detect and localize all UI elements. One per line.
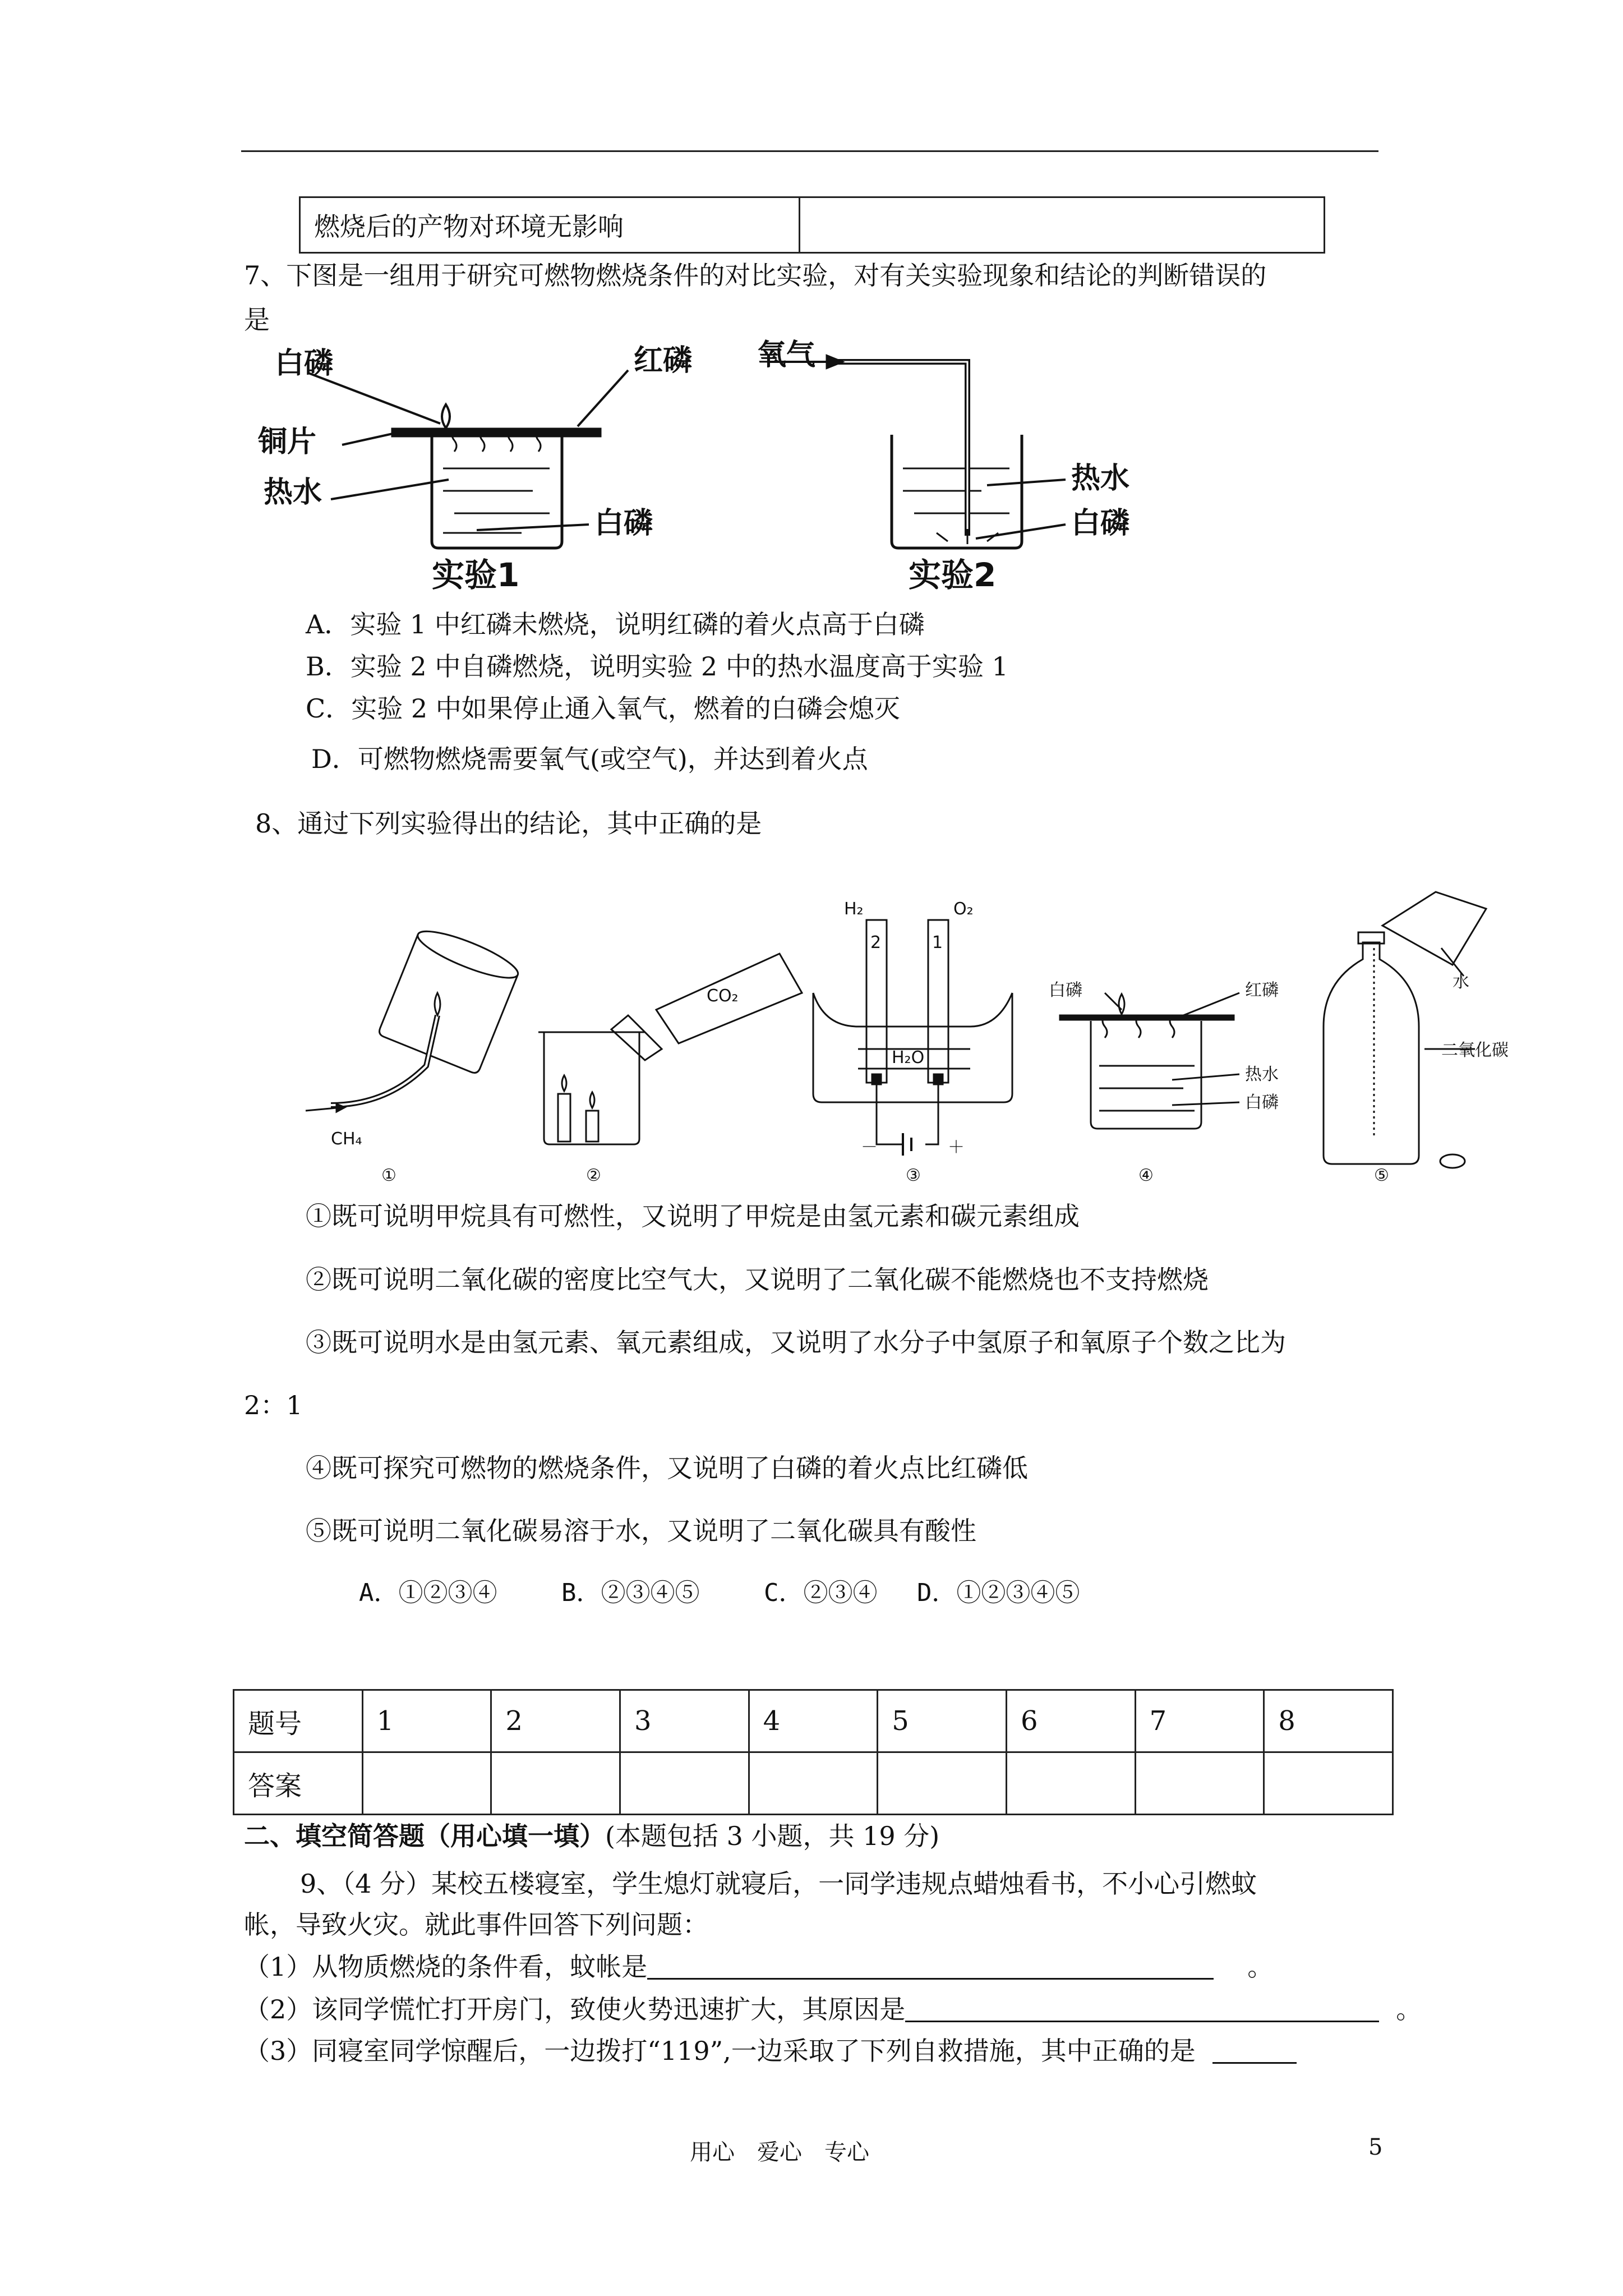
pouring-beaker: [1382, 892, 1486, 965]
tube-mark-1: 1: [932, 933, 943, 953]
q7-stem-line1: 7、下图是一组用于研究可燃物燃烧条件的对比实验，对有关实验现象和结论的判断错误的: [244, 260, 1267, 291]
re-shui-label: 热水: [1245, 1065, 1279, 1084]
q7-option-a: A．实验 1 中红磷未燃烧，说明红磷的着火点高于白磷: [306, 609, 925, 639]
footer-motto: 用心 爱心 专心: [690, 2139, 869, 2165]
table-cell: [800, 197, 1325, 253]
table-cell: 2: [491, 1690, 620, 1752]
q9-sub2-row: [244, 1996, 1422, 2022]
table-row: [234, 1752, 1393, 1815]
q8-ratio: 2：1: [244, 1390, 303, 1420]
q9-sub2-text: （2）该同学慌忙打开房门，致使火势迅速扩大，其原因是: [244, 1994, 906, 2024]
q9-sub1-text: （1）从物质燃烧的条件看，蚊帐是: [244, 1952, 648, 1982]
shui-label: 水: [1453, 972, 1469, 992]
label-re-shui-2: 热水: [1071, 462, 1130, 495]
fig-num-4: ④: [1138, 1166, 1154, 1184]
carryover-table: [299, 196, 1325, 254]
q9-line1: 9、（4 分）某校五楼寝室，学生熄灯就寝后，一同学违规点蜡烛看书，不小心引燃蚊: [300, 1869, 1257, 1899]
label-experiment-2: 实验2: [909, 556, 997, 592]
label-re-shui: 热水: [264, 476, 322, 509]
fig-num-2: ②: [586, 1166, 601, 1184]
ch4-label: CH₄: [331, 1129, 362, 1149]
header-rule: [241, 150, 1378, 152]
label-bai-lin-2: 白磷: [1071, 507, 1130, 540]
minus-sign: －: [861, 1138, 878, 1157]
table-cell: 4: [749, 1690, 878, 1752]
q8-statement-4: ④既可探究可燃物的燃烧条件，又说明了白磷的着火点比红磷低: [306, 1453, 1028, 1483]
label-oxygen: 氧气: [757, 339, 816, 372]
table-row: [234, 1690, 1393, 1752]
q8-options: A．①②③④ B．②③④⑤ C．②③④ D．①②③④⑤: [359, 1579, 1080, 1607]
table-cell: 答案: [234, 1752, 363, 1815]
h2-label: H₂: [844, 899, 864, 919]
q8-stem: 8、通过下列实验得出的结论，其中正确的是: [255, 808, 762, 839]
label-bai-lin: 白磷: [275, 347, 334, 380]
answer-cell[interactable]: [491, 1752, 620, 1815]
tube-mark-2: 2: [870, 933, 882, 953]
q8-statement-5: ⑤既可说明二氧化碳易溶于水，又说明了二氧化碳具有酸性: [306, 1516, 976, 1546]
q9-sub1-blank[interactable]: [647, 1953, 1214, 1980]
fig-num-3: ③: [906, 1166, 921, 1184]
q8-figure: [297, 881, 1531, 1184]
section2-title: 二、填空简答题（用心填一填）: [244, 1821, 605, 1851]
table-cell: 题号: [234, 1690, 363, 1752]
section2-heading: [244, 1823, 939, 1849]
beaker-4: [1091, 1021, 1201, 1129]
answer-cell[interactable]: [362, 1752, 491, 1815]
table-row: [300, 197, 1325, 253]
q7-option-c: C．实验 2 中如果停止通入氧气，燃着的白磷会熄灭: [306, 693, 900, 724]
answer-table: [233, 1689, 1394, 1815]
table-cell: 燃烧后的产物对环境无影响: [300, 197, 800, 253]
table-cell: 8: [1264, 1690, 1393, 1752]
label-tong-pian: 铜片: [258, 425, 317, 459]
label-bai-lin-bottom: 白磷: [594, 507, 653, 540]
fig-num-5: ⑤: [1374, 1166, 1389, 1184]
q9-sub3-text: （3）同寝室同学惊醒后，一边拨打“119”,一边采取了下列自救措施，其中正确的是: [244, 2036, 1196, 2066]
table-cell: 5: [878, 1690, 1007, 1752]
hong-lin-label: 红磷: [1245, 981, 1279, 1000]
answer-cell[interactable]: [1264, 1752, 1393, 1815]
bai-lin-label: 白磷: [1049, 981, 1082, 1000]
q8-statement-3: ③既可说明水是由氢元素、氧元素组成，又说明了水分子中氢原子和氧原子个数之比为: [306, 1327, 1286, 1358]
copper-sheet: [393, 429, 600, 436]
table-cell: 7: [1135, 1690, 1264, 1752]
answer-cell[interactable]: [1006, 1752, 1135, 1815]
q9-sub3-row: [244, 2037, 1297, 2064]
q9-sub2-blank[interactable]: [905, 1996, 1379, 2022]
co2-label: CO₂: [707, 986, 739, 1006]
q9-sub1-row: [244, 1953, 1273, 1980]
q7-figure: [241, 339, 1195, 592]
q9-line2: 帐，导致火灾。就此事件回答下列问题：: [244, 1910, 708, 1940]
q9-sub2-end: 。: [1396, 1994, 1422, 2024]
q8-statement-2: ②既可说明二氧化碳的密度比空气大，又说明了二氧化碳不能燃烧也不支持燃烧: [306, 1264, 1209, 1295]
page-number: 5: [1368, 2134, 1383, 2160]
q7-option-d: D．可燃物燃烧需要氧气(或空气)，并达到着火点: [311, 744, 868, 774]
bai-lin-b-label: 白磷: [1245, 1093, 1279, 1112]
answer-cell[interactable]: [749, 1752, 878, 1815]
table-cell: 6: [1006, 1690, 1135, 1752]
q7-stem-line2: 是: [244, 305, 270, 335]
answer-cell[interactable]: [620, 1752, 749, 1815]
table-cell: 1: [362, 1690, 491, 1752]
q8-statement-1: ①既可说明甲烷具有可燃性，又说明了甲烷是由氢元素和碳元素组成: [306, 1201, 1080, 1231]
plastic-bottle: [1324, 942, 1419, 1164]
table-cell: 3: [620, 1690, 749, 1752]
label-experiment-1: 实验1: [432, 556, 520, 592]
answer-cell[interactable]: [1135, 1752, 1264, 1815]
o2-label: O₂: [953, 899, 974, 919]
co2-bottle-label: 二氧化碳: [1441, 1041, 1509, 1060]
label-hong-lin: 红磷: [634, 344, 693, 378]
q7-option-b: B．实验 2 中自磷燃烧，说明实验 2 中的热水温度高于实验 1: [306, 651, 1008, 682]
fig-num-1: ①: [381, 1166, 396, 1184]
section2-note: (本题包括 3 小题，共 19 分): [605, 1821, 940, 1851]
answer-cell[interactable]: [878, 1752, 1007, 1815]
q9-sub3-blank[interactable]: [1212, 2037, 1297, 2064]
q9-sub1-end: 。: [1247, 1952, 1274, 1982]
plus-sign: ＋: [948, 1138, 965, 1157]
h2o-label: H₂O: [892, 1048, 925, 1068]
